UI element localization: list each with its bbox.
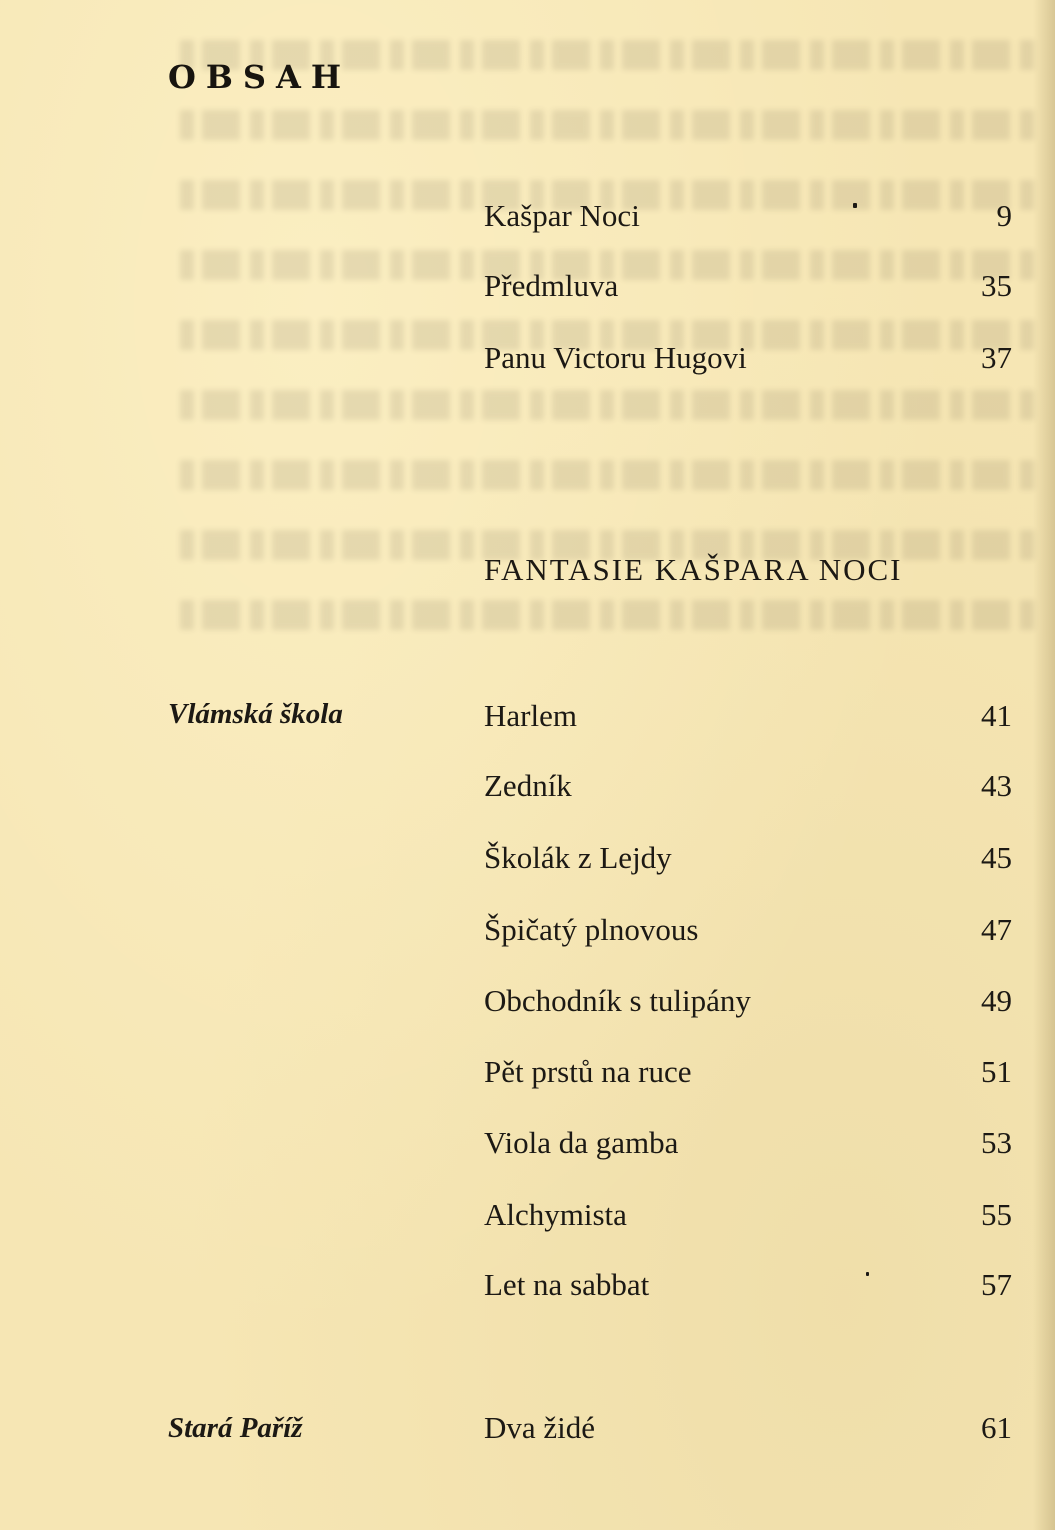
toc-entry[interactable] [484, 696, 1012, 736]
toc-entry-page: 57 [981, 1267, 1012, 1302]
toc-entry[interactable] [484, 266, 1012, 306]
toc-entry-label: Školák z Lejdy [484, 840, 672, 875]
part-heading: FANTASIE KAŠPARA NOCI [484, 552, 903, 587]
toc-entry[interactable] [484, 910, 1012, 950]
toc-entry[interactable] [484, 981, 1012, 1021]
toc-entry[interactable] [484, 766, 1012, 806]
show-through-text [180, 40, 1040, 740]
toc-entry-label: Alchymista [484, 1197, 627, 1232]
ink-speck [866, 1272, 869, 1276]
toc-entry-page: 35 [981, 268, 1012, 303]
toc-entry-label: Kašpar Noci [484, 198, 640, 233]
section-name: Stará Paříž [168, 1412, 303, 1444]
toc-entry[interactable] [484, 1052, 1012, 1092]
toc-entry-page: 45 [981, 840, 1012, 875]
toc-entry[interactable] [484, 838, 1012, 878]
toc-entry-page: 37 [981, 340, 1012, 375]
toc-entry-page: 47 [981, 912, 1012, 947]
toc-entry-label: Harlem [484, 698, 577, 733]
toc-entry[interactable] [484, 1265, 1012, 1305]
toc-entry-page: 61 [981, 1410, 1012, 1445]
toc-entry[interactable] [484, 338, 1012, 378]
toc-entry-page: 55 [981, 1197, 1012, 1232]
toc-entry-label: Let na sabbat [484, 1267, 650, 1302]
toc-entry[interactable] [484, 1123, 1012, 1163]
page-edge-shadow [1033, 0, 1055, 1530]
toc-entry[interactable] [484, 1195, 1012, 1235]
toc-entry-label: Předmluva [484, 268, 619, 303]
toc-entry[interactable] [484, 196, 1012, 236]
toc-entry-page: 43 [981, 768, 1012, 803]
toc-entry-page: 41 [981, 698, 1012, 733]
contents-title: OBSAH [168, 58, 352, 96]
toc-entry-label: Dva židé [484, 1410, 596, 1445]
toc-entry-label: Viola da gamba [484, 1125, 679, 1160]
toc-entry-label: Pět prstů na ruce [484, 1054, 692, 1089]
section-name: Vlámská škola [168, 698, 343, 730]
toc-entry-label: Obchodník s tulipány [484, 983, 751, 1018]
toc-entry-page: 49 [981, 983, 1012, 1018]
toc-entry-label: Zedník [484, 768, 572, 803]
toc-entry-label: Špičatý plnovous [484, 912, 699, 947]
ink-speck [853, 203, 857, 208]
toc-entry-page: 53 [981, 1125, 1012, 1160]
toc-entry[interactable] [484, 1408, 1012, 1448]
toc-entry-label: Panu Victoru Hugovi [484, 340, 747, 375]
toc-entry-page: 9 [996, 198, 1012, 233]
toc-entry-page: 51 [981, 1054, 1012, 1089]
